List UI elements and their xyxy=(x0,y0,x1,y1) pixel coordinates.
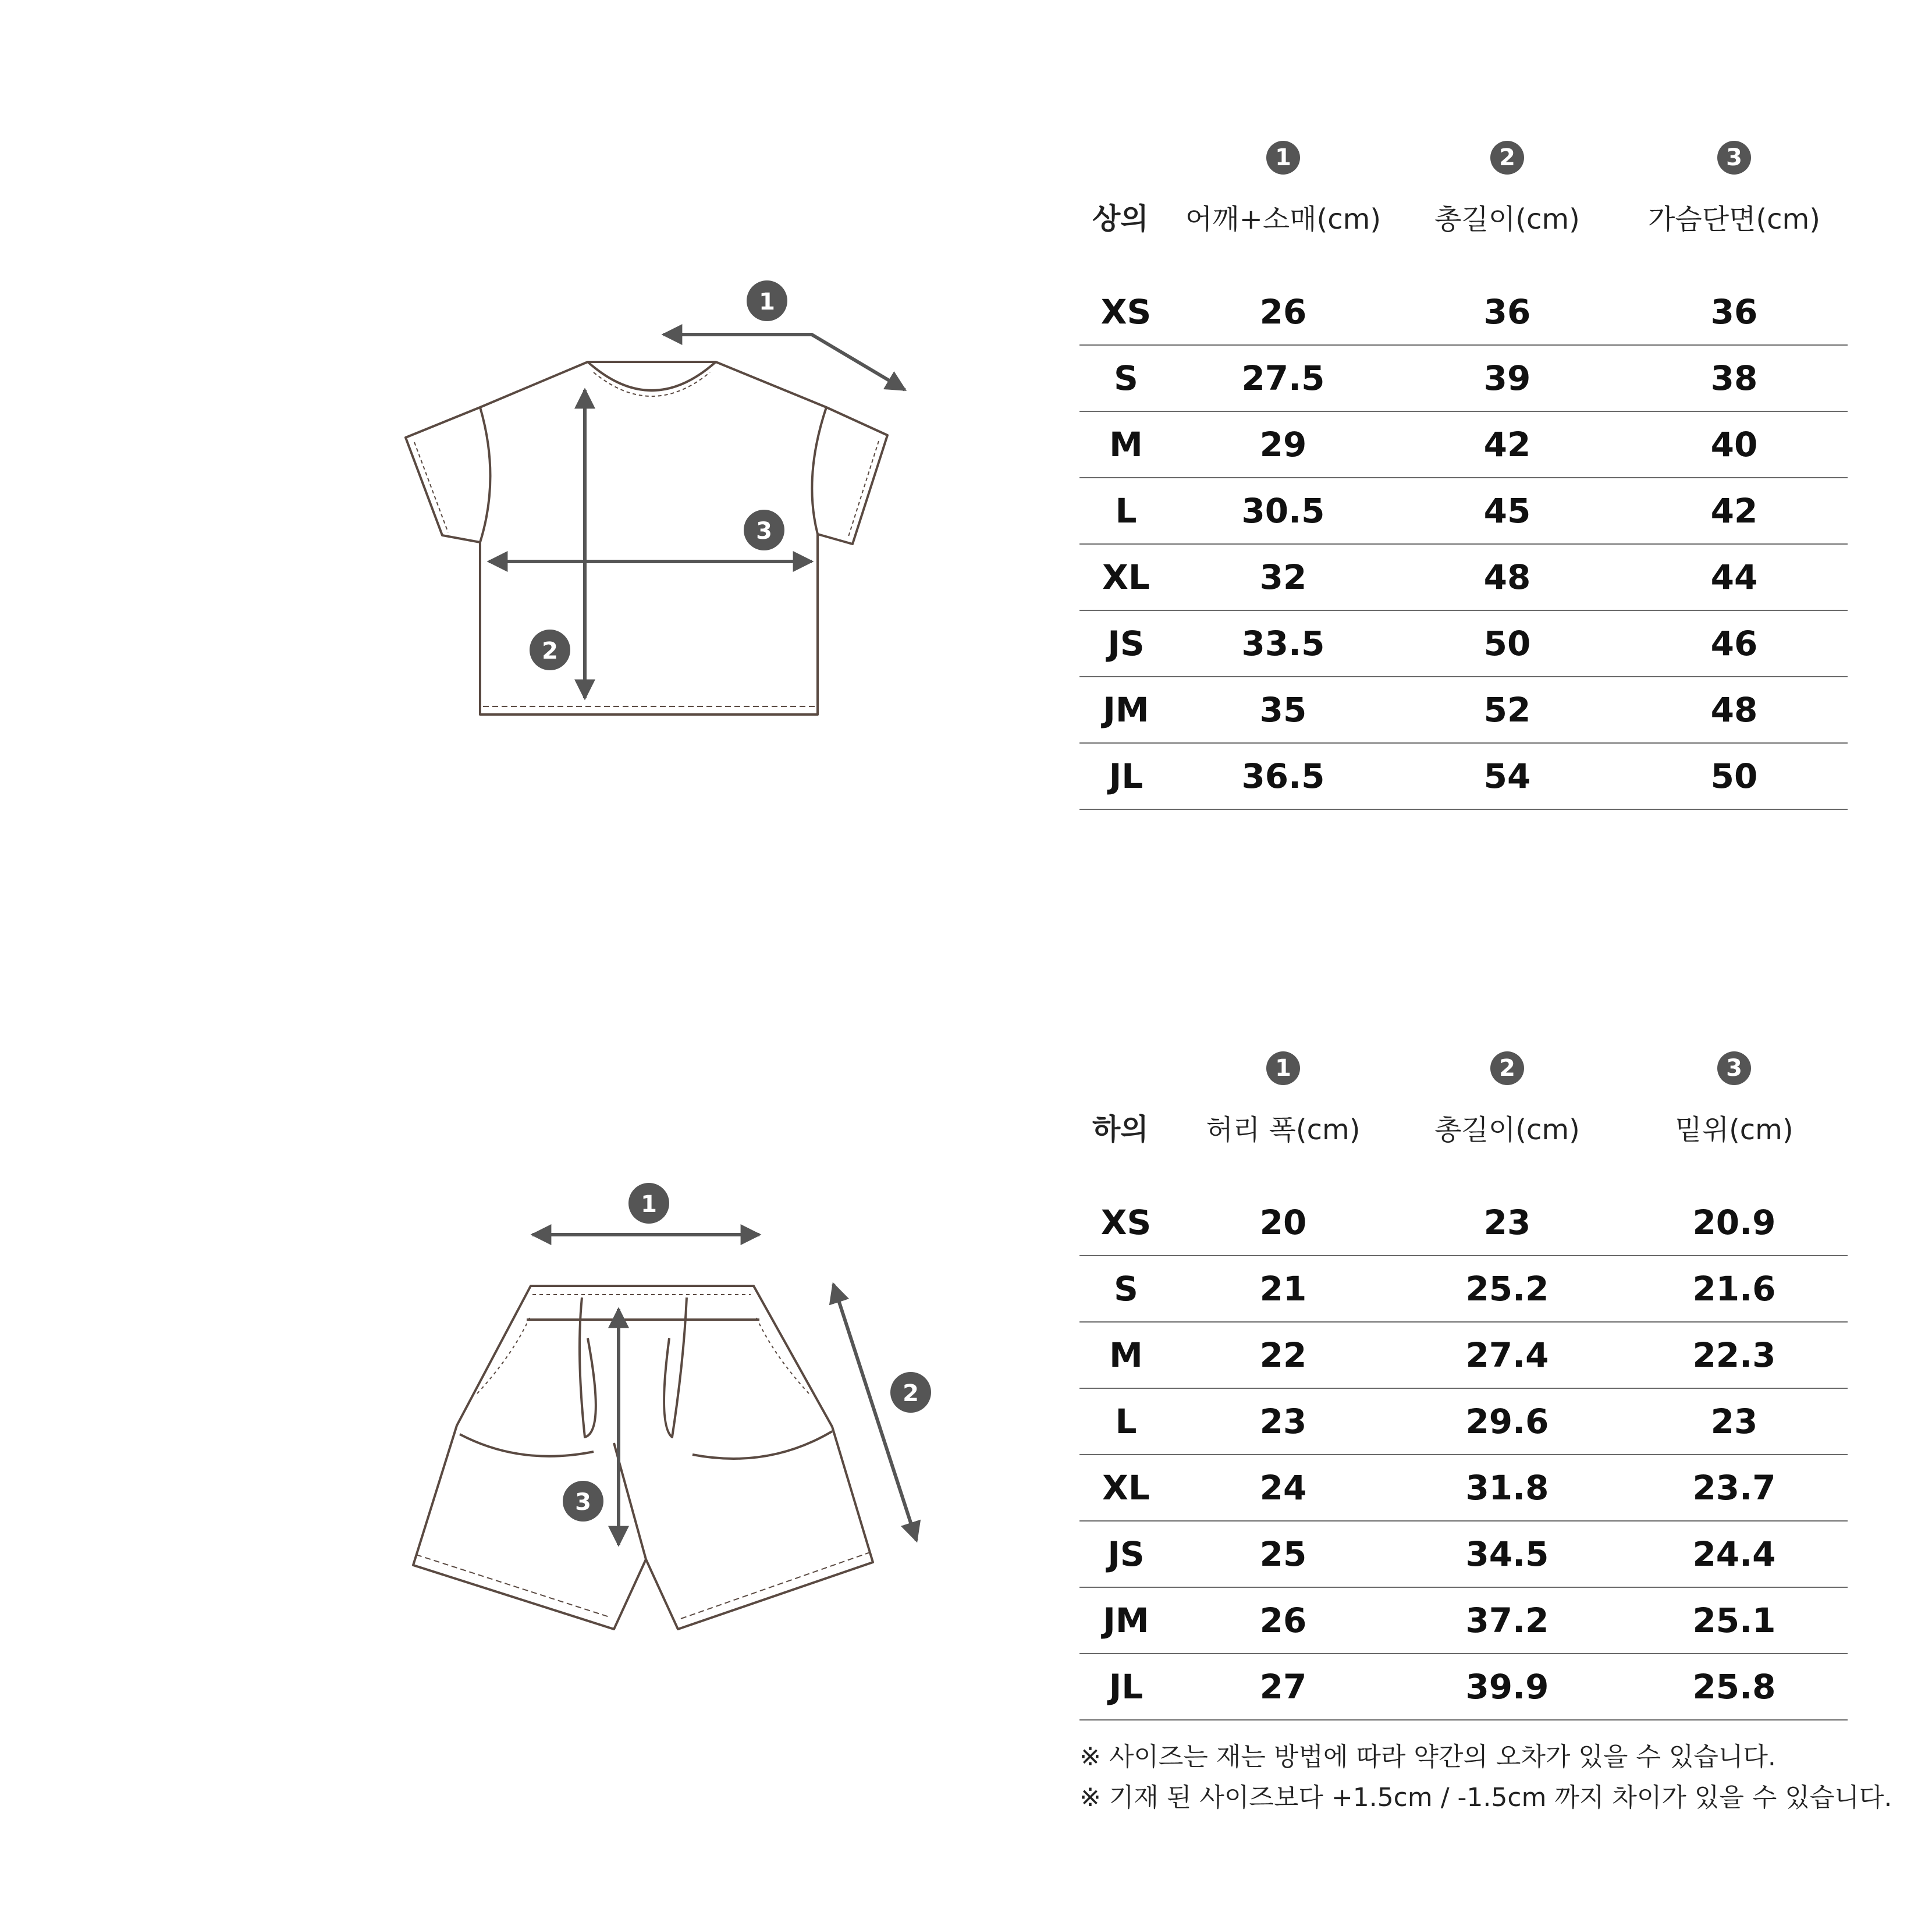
table-row: S 27.5 39 38 xyxy=(1079,345,1848,411)
top-number-row xyxy=(1079,128,1848,187)
svg-text:3: 3 xyxy=(756,518,772,545)
size-notes xyxy=(1079,1737,1906,1818)
table-row: JS 33.5 50 46 xyxy=(1079,610,1848,677)
table-row: M 22 27.4 22.3 xyxy=(1079,1322,1848,1388)
table-row: JL 27 39.9 25.8 xyxy=(1079,1654,1848,1720)
bottom-size-table xyxy=(1079,1039,1848,1721)
shorts-illustration xyxy=(396,1164,954,1652)
table-row: XL 32 48 44 xyxy=(1079,544,1848,610)
top-size-table xyxy=(1079,128,1848,810)
table-row: JL 36.5 54 50 xyxy=(1079,743,1848,809)
table-row: S 21 25.2 21.6 xyxy=(1079,1256,1848,1322)
top-header-chest: 가슴단면(cm) xyxy=(1647,202,1821,236)
top-col-number-1: 1 xyxy=(1266,141,1300,175)
bottom-number-row xyxy=(1079,1039,1848,1098)
shorts-badge-1 xyxy=(628,1183,669,1224)
svg-text:1: 1 xyxy=(641,1191,657,1218)
shorts-outline xyxy=(413,1286,873,1629)
bottom-header-length: 총길이(cm) xyxy=(1434,1113,1580,1146)
tshirt-badge-2 xyxy=(530,630,570,670)
top-header-length: 총길이(cm) xyxy=(1434,202,1580,236)
tshirt-badge-3 xyxy=(744,510,784,550)
shorts-badge-3 xyxy=(563,1481,603,1522)
note-line-2: ※ 기재 된 사이즈보다 +1.5cm / -1.5cm 까지 차이가 있을 수 있습니다. xyxy=(1079,1783,1892,1812)
table-row: L 23 29.6 23 xyxy=(1079,1388,1848,1455)
svg-text:1: 1 xyxy=(759,289,775,315)
table-row: XS 20 23 20.9 xyxy=(1100,1203,1776,1242)
shorts-stitching xyxy=(416,1295,870,1619)
table-row: JM 26 37.2 25.1 xyxy=(1079,1587,1848,1654)
table-row: XS 26 36 36 xyxy=(1100,292,1758,332)
top-category-label: 상의 xyxy=(1092,202,1149,236)
tshirt-illustration xyxy=(396,268,919,733)
table-row: JM 35 52 48 xyxy=(1079,677,1848,743)
top-col-number-2: 2 xyxy=(1490,141,1524,175)
bottom-col-number-2: 2 xyxy=(1490,1051,1524,1085)
bottom-col-number-3: 3 xyxy=(1717,1051,1751,1085)
bottom-header-row xyxy=(1079,1098,1848,1156)
top-col-number-3: 3 xyxy=(1717,141,1751,175)
shorts-badge-2 xyxy=(890,1372,931,1413)
table-row: JS 25 34.5 24.4 xyxy=(1079,1521,1848,1587)
bottom-col-number-1: 1 xyxy=(1266,1051,1300,1085)
table-row: M 29 42 40 xyxy=(1079,411,1848,478)
svg-text:2: 2 xyxy=(542,638,558,664)
bottom-header-rise: 밑위(cm) xyxy=(1675,1113,1794,1146)
table-row: L 30.5 45 42 xyxy=(1079,478,1848,544)
svg-text:2: 2 xyxy=(903,1380,919,1407)
note-line-1: ※ 사이즈는 재는 방법에 따라 약간의 오차가 있을 수 있습니다. xyxy=(1079,1742,1776,1772)
svg-text:3: 3 xyxy=(575,1489,591,1516)
tshirt-badge-1 xyxy=(747,280,787,321)
tshirt-outline xyxy=(406,362,887,714)
table-row: XL 24 31.8 23.7 xyxy=(1079,1455,1848,1521)
bottom-category-label: 하의 xyxy=(1092,1112,1149,1146)
bottom-header-waist: 허리 폭(cm) xyxy=(1206,1113,1361,1146)
top-header-shoulder: 어깨+소매(cm) xyxy=(1185,202,1381,236)
length-arrow xyxy=(833,1284,917,1541)
top-header-row xyxy=(1079,187,1848,246)
